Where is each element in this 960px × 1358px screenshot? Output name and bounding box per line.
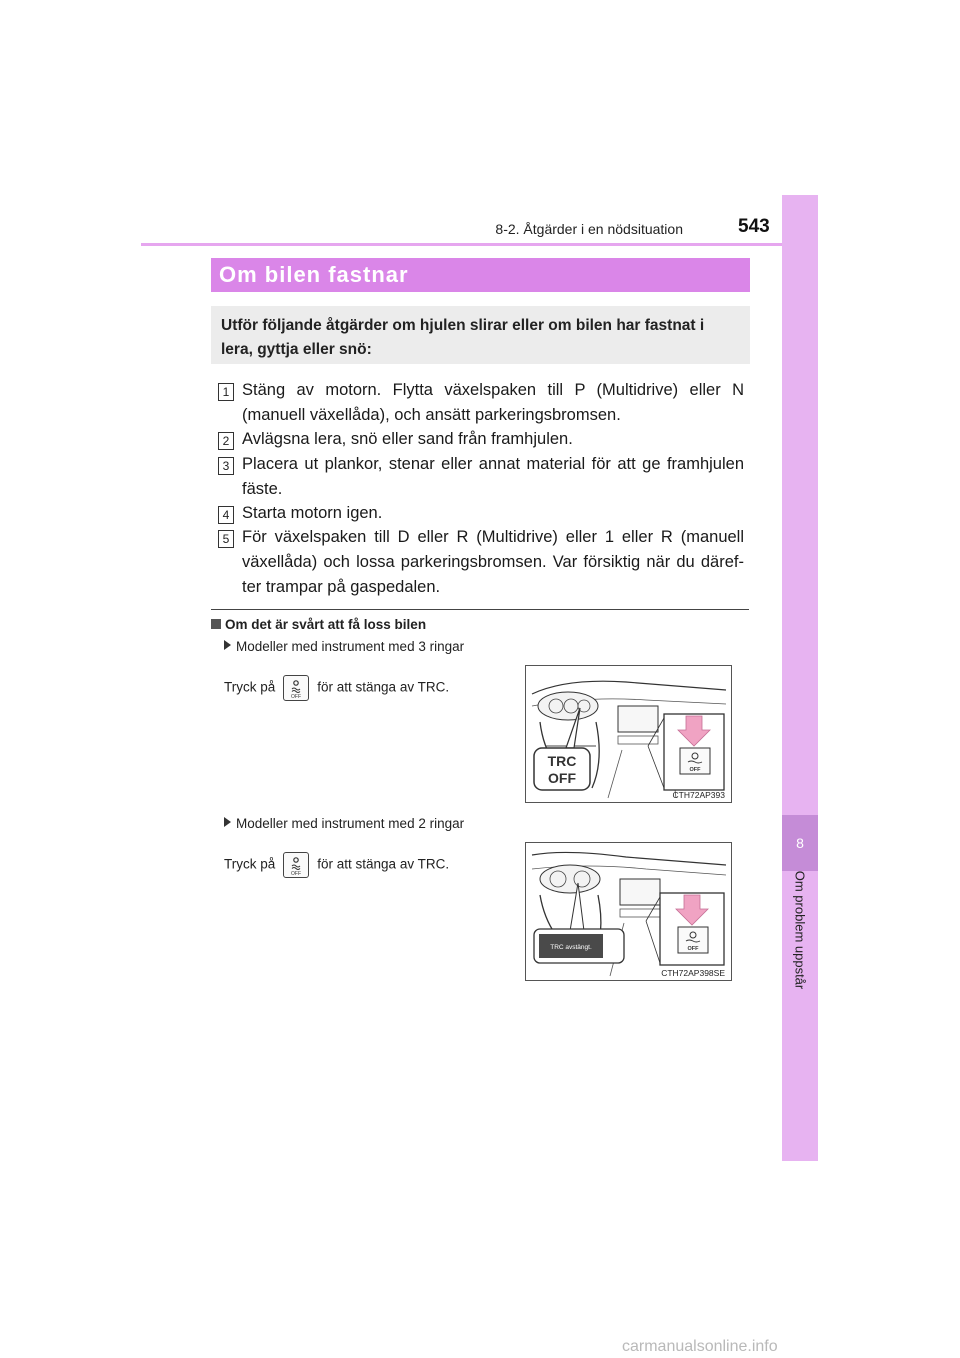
dashboard-figure-3-rings [525,665,732,803]
chapter-label: Om problem uppstår [792,870,808,990]
page-title: Om bilen fastnar [219,262,409,287]
page-title-bar [211,258,750,292]
dashboard-illustration [526,843,731,980]
trc-off-button-icon [283,675,309,701]
panel-off-label: OFF [689,767,701,773]
step-text-5: För växelspaken till D eller R (Multidrive) eller 1 eller R (manuell växellåda) och lossa parkeringsbromsen. Var försiktig när du däref-ter trampar på gaspedalen. [242,528,744,596]
press-before-text: Tryck på [224,856,276,872]
chapter-number-tab [782,815,818,871]
section-title: 8-2. Åtgärder i en nödsituation [495,221,683,237]
model-label-text: Modeller med instrument med 3 ringar [236,639,465,654]
subsection-heading-text: Om det är svårt att få loss bilen [225,617,427,632]
button-off-label: OFF [291,694,302,700]
panel-off-label: OFF [687,946,699,952]
step-number-3: 3 [218,457,234,475]
model-label-2-rings [224,816,464,831]
figure-code: CTH72AP393 [672,790,725,800]
press-after-text: för att stänga av TRC. [317,679,450,695]
step-number-4: 4 [218,506,234,524]
step-number-1: 1 [218,383,234,401]
dashboard-illustration [526,666,731,802]
page-number: 543 [738,216,770,237]
subsection-heading [211,617,426,632]
callout-line-1: TRC [547,753,577,769]
step-text-2: Avlägsna lera, snö eller sand från framhjulen. [242,430,573,448]
watermark: carmanualsonline.info [622,1338,778,1355]
chapter-side-tab [782,195,818,1161]
press-after-text: för att stänga av TRC. [317,856,450,872]
button-off-label: OFF [291,871,302,877]
trc-off-button-icon [283,852,309,878]
square-bullet-icon [211,619,221,629]
step-text-3: Placera ut plankor, stenar eller annat material för att ge framhjulen fäste. [242,455,744,498]
press-before-text: Tryck på [224,679,276,695]
dashboard-figure-2-rings [525,842,732,981]
model-label-3-rings [224,639,464,654]
triangle-bullet-icon [224,640,231,650]
step-number-5: 5 [218,530,234,548]
press-instruction-1 [224,675,449,701]
display-message: TRC avstängt. [550,944,592,951]
step-number-2: 2 [218,432,234,450]
press-instruction-2 [224,852,449,878]
triangle-bullet-icon [224,817,231,827]
section-divider [211,609,749,610]
intro-text: Utför följande åtgärder om hjulen slirar eller om bilen har fastnat i lera, gyttja eller snö: [221,317,705,358]
intro-box [211,306,750,364]
step-text-1: Stäng av motorn. Flytta växelspaken till P (Multidrive) eller N (manuell växellåda), och ansätt parkeringsbromsen. [242,381,744,424]
model-label-text: Modeller med instrument med 2 ringar [236,816,465,831]
figure-code: CTH72AP398SE [661,968,725,978]
callout-line-2: OFF [548,770,576,786]
chapter-number: 8 [796,835,804,851]
header-divider [141,243,818,246]
step-text-4: Starta motorn igen. [242,504,383,522]
